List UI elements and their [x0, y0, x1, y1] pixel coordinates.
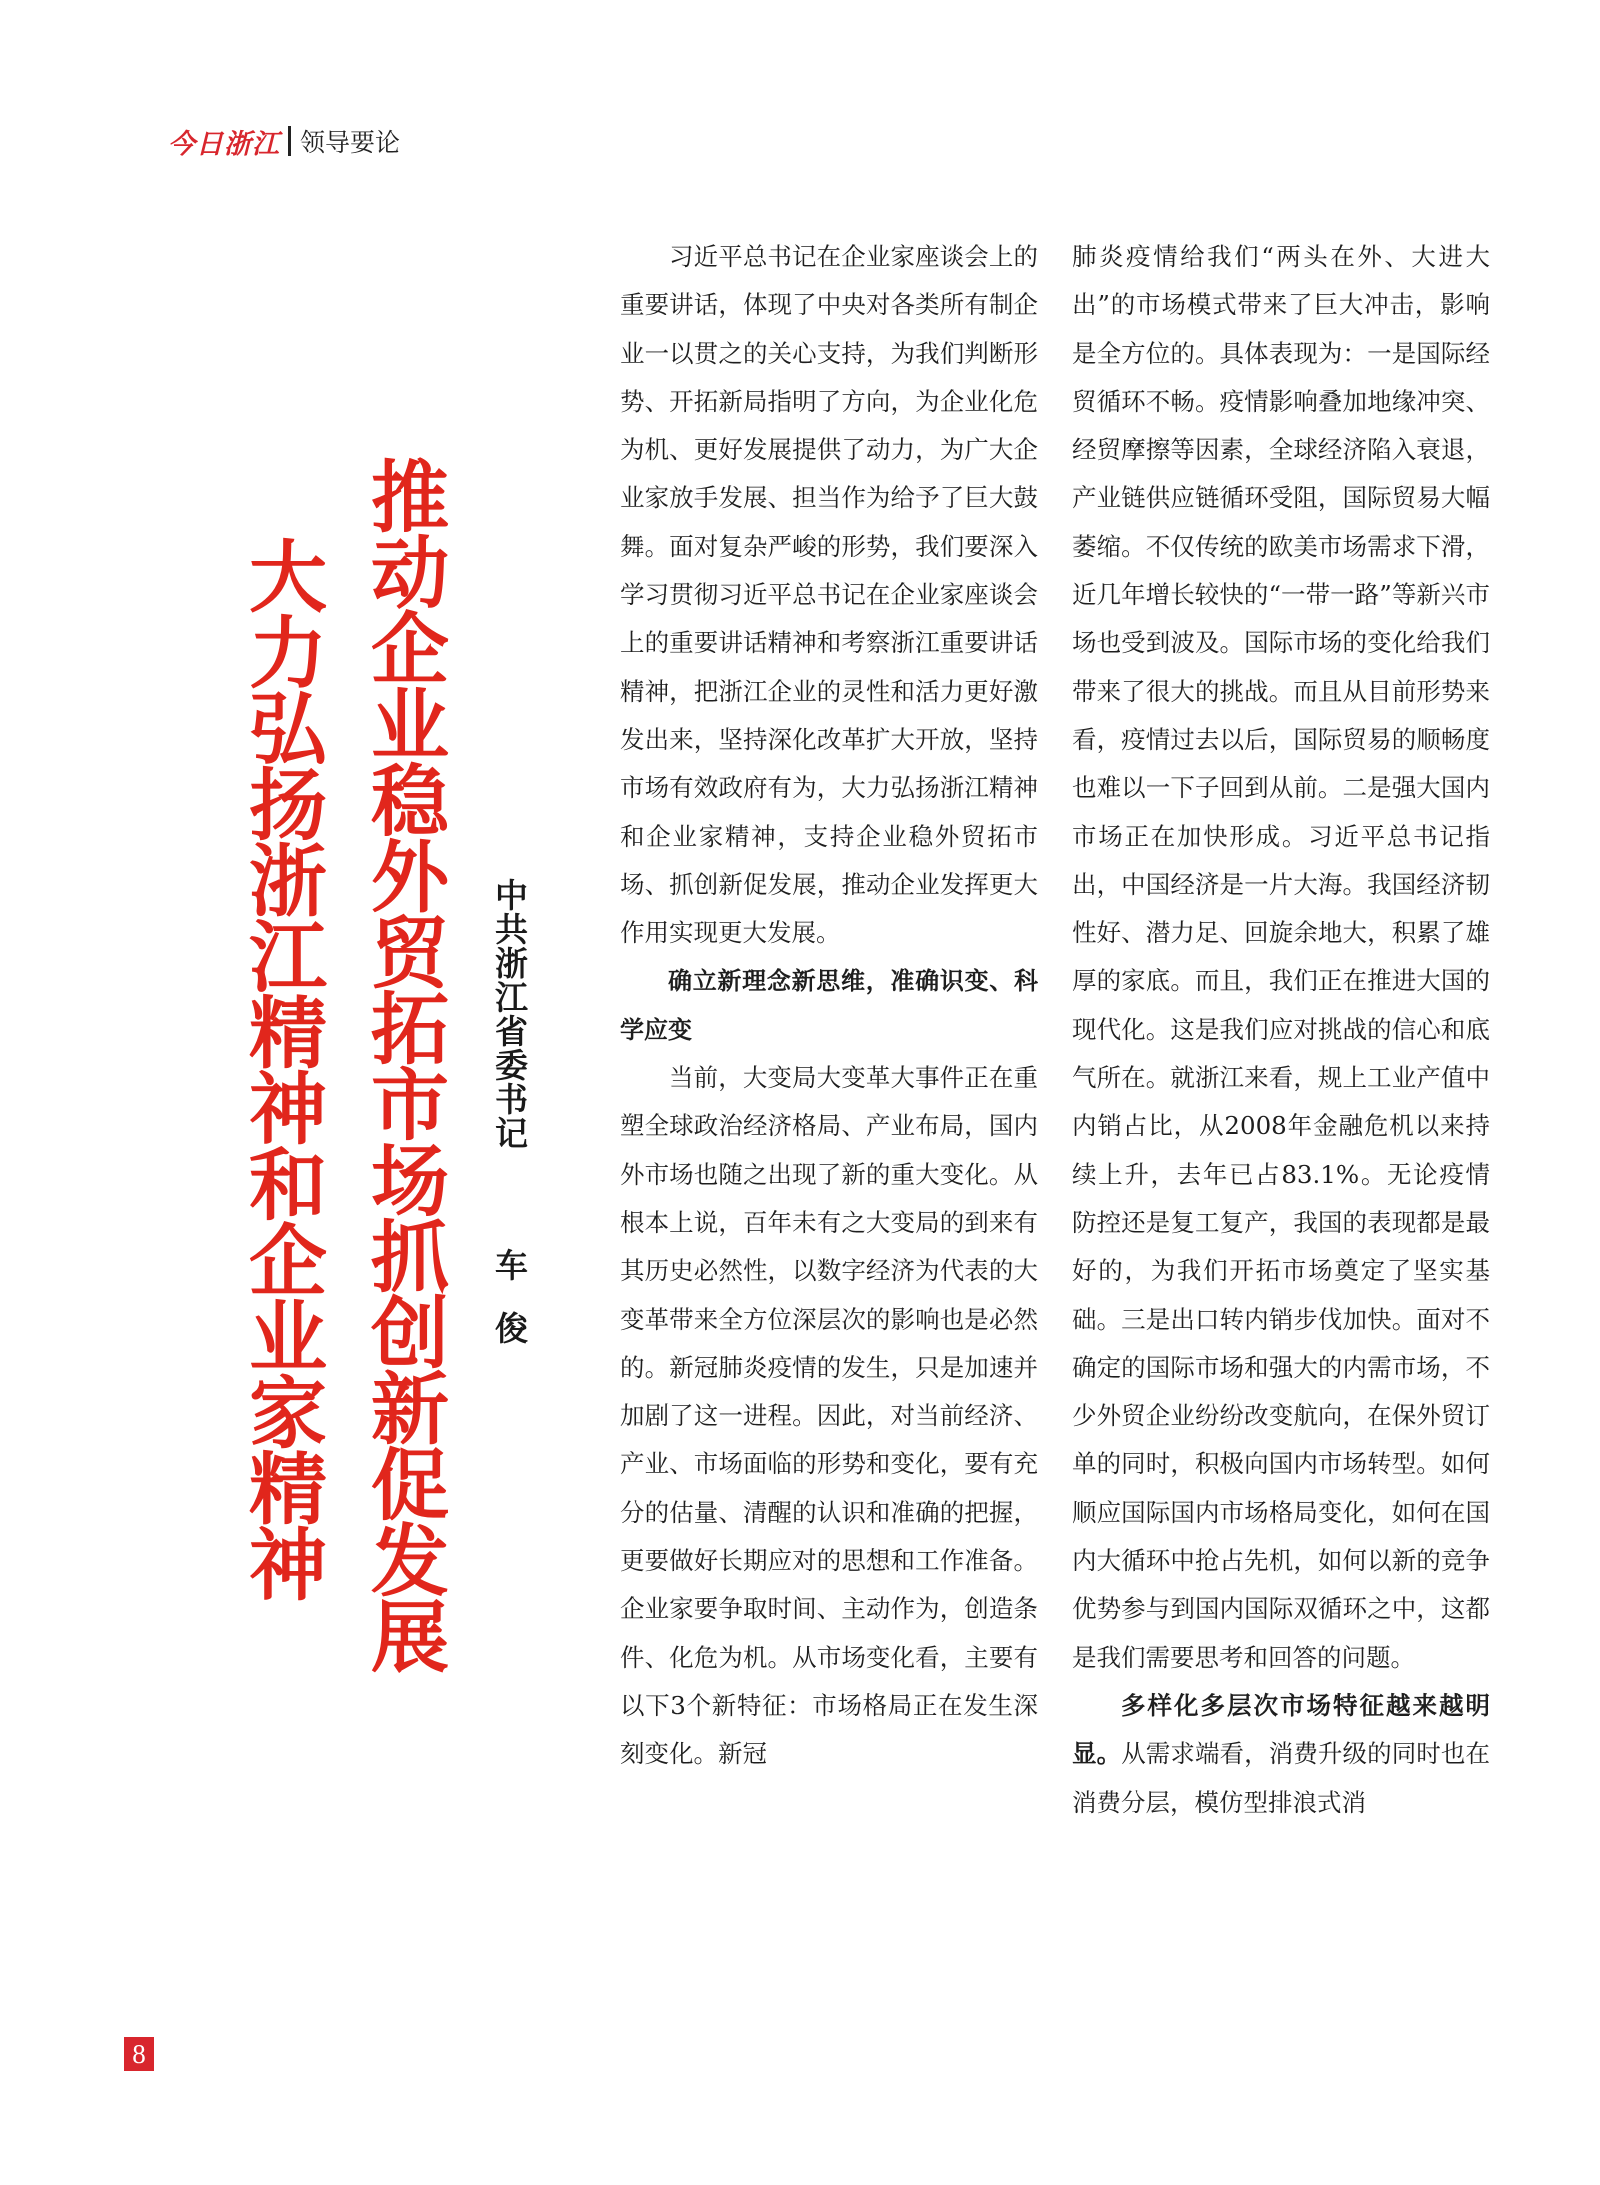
paragraph: 肺炎疫情给我们“两头在外、大进大出”的市场模式带来了巨大冲击，影响是全方位的。具体表现为：一是国际经贸循环不畅。疫情影响叠加地缘冲突、经贸摩擦等因素，全球经济陷入衰退，产业链供应链循环受阻，国际贸易大幅萎缩。不仅传统的欧美市场需求下滑，近几年增长较快的“一带一路”等新兴市场也受到波及。国际市场的变化给我们带来了很大的挑战。而且从目前形势来看，疫情过去以后，国际贸易的顺畅度也难以一下子回到从前。二是强大国内市场正在加快形成。习近平总书记指出，中国经济是一片大海。我国经济韧性好、潜力足、回旋余地大，积累了雄厚的家底。而且，我们正在推进大国的现代化。这是我们应对挑战的信心和底气所在。就浙江来看，规上工业产值中内销占比，从2008年金融危机以来持续上升，去年已占83.1%。无论疫情防控还是复工复产，我国的表现都是最好的，为我们开拓市场奠定了坚实基础。三是出口转内销步伐加快。面对不确定的国际市场和强大的内需市场，不少外贸企业纷纷改变航向，在保外贸订单的同时，积极向国内市场转型。如何顺应国际国内市场格局变化，如何在国内大循环中抢占先机，如何以新的竞争优势参与到国内国际双循环之中，这都是我们需要思考和回答的问题。 [1072, 242, 1490, 1672]
author-role: 中共浙江省委书记 [490, 878, 529, 1150]
magazine-logo: 今日浙江 [168, 128, 280, 160]
header-divider [288, 126, 291, 156]
page-number: 8 [124, 2037, 154, 2071]
article-title: 推动企业稳外贸拓市场抓创新促发展 [358, 456, 448, 1672]
page-header [168, 124, 400, 158]
text-column-2 [1072, 233, 1490, 1827]
paragraph [1072, 1682, 1490, 1827]
article-subtitle: 大力弘扬浙江精神和企业家精神 [236, 536, 326, 1600]
paragraph-text: 从需求端看，消费升级的同时也在消费分层，模仿型排浪式消 [1072, 1739, 1490, 1817]
section-name: 领导要论 [300, 128, 401, 157]
paragraph: 习近平总书记在企业家座谈会上的重要讲话，体现了中央对各类所有制企业一以贯之的关心支持，为我们判断形势、开拓新局指明了方向，为企业化危为机、更好发展提供了动力，为广大企业家放手发展、担当作为给予了巨大鼓舞。面对复杂严峻的形势，我们要深入学习贯彻习近平总书记在企业家座谈会上的重要讲话精神和考察浙江重要讲话精神，把浙江企业的灵性和活力更好激发出来，坚持深化改革扩大开放，坚持市场有效政府有为，大力弘扬浙江精神和企业家精神，支持企业稳外贸拓市场、抓创新促发展，推动企业发挥更大作用实现更大发展。 [620, 242, 1038, 948]
text-column-1 [620, 233, 1038, 1779]
paragraph: 当前，大变局大变革大事件正在重塑全球政治经济格局、产业布局，国内外市场也随之出现了新的重大变化。从根本上说，百年未有之大变局的到来有其历史必然性，以数字经济为代表的大变革带来全方位深层次的影响也是必然的。新冠肺炎疫情的发生，只是加速并加剧了这一进程。因此，对当前经济、产业、市场面临的形势和变化，要有充分的估量、清醒的认识和准确的把握，更要做好长期应对的思想和工作准备。企业家要争取时间、主动作为，创造条件、化危为机。从市场变化看，主要有以下3个新特征：市场格局正在发生深刻变化。新冠 [620, 1063, 1038, 1769]
author-name: 车俊 [490, 1248, 529, 1374]
paragraph-lead-in: 多样化多层次市场特征越来越明显。 [1072, 1690, 1490, 1769]
byline [490, 878, 529, 1374]
section-heading: 确立新理念新思维，准确识变、科学应变 [620, 967, 1038, 1044]
